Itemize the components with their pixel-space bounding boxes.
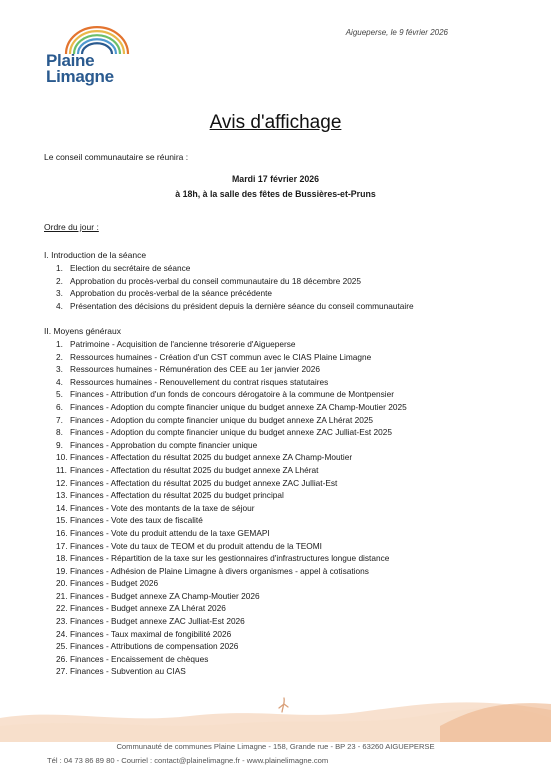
- list-item: [56, 590, 407, 603]
- list-item-text: Finances - Répartition de la taxe sur les gestionnaires d'infrastructures longue distance: [70, 553, 390, 564]
- list-item-number: 1.: [56, 339, 63, 349]
- list-item-text: Patrimoine - Acquisition de l'ancienne trésorerie d'Aigueperse: [70, 339, 296, 349]
- list-item-text: Finances - Attributions de compensation 2026: [70, 641, 239, 652]
- plaine-limagne-logo: [44, 26, 130, 106]
- list-item: [56, 388, 407, 401]
- section-1-list: [56, 262, 414, 312]
- list-item: [56, 514, 407, 527]
- page-title: Avis d'affichage: [209, 112, 342, 133]
- list-item: [56, 527, 407, 540]
- list-item: [56, 300, 414, 313]
- list-item: [56, 414, 407, 427]
- list-item-number: 3.: [56, 364, 63, 375]
- list-item: [56, 262, 414, 275]
- logo-text: [46, 53, 114, 85]
- document-date: Aigueperse, le 9 février 2026: [345, 28, 448, 37]
- list-item-number: 13.: [56, 490, 68, 501]
- footer-address: Communauté de communes Plaine Limagne - 158, Grande rue - BP 23 - 63260 AIGUEPERSE: [116, 742, 435, 751]
- list-item-text: Finances - Budget annexe ZAC Julliat-Est 2026: [70, 616, 245, 627]
- list-item-text: Finances - Adoption du compte financier unique du budget annexe ZA Lhérat 2025: [70, 414, 374, 425]
- list-item-text: Finances - Attribution d'un fonds de concours dérogatoire à la commune de Montpensier: [70, 389, 394, 400]
- list-item: [56, 502, 407, 515]
- list-item-number: 10.: [56, 452, 68, 463]
- list-item-text: Finances - Affectation du résultat 2025 du budget annexe ZA Champ-Moutier: [70, 452, 353, 463]
- list-item: [56, 602, 407, 615]
- list-item-text: Finances - Budget annexe ZA Champ-Moutier 2026: [70, 590, 260, 601]
- footer-contact: Tél : 04 73 86 89 80 - Courriel : contact@plainelimagne.fr - www.plainelimagne.com: [47, 756, 329, 765]
- list-item-number: 11.: [56, 464, 67, 475]
- list-item-text: Finances - Vote du produit attendu de la taxe GEMAPI: [70, 527, 270, 538]
- list-item-number: 21.: [56, 590, 68, 601]
- list-item-text: Finances - Budget annexe ZA Lhérat 2026: [70, 603, 226, 614]
- list-item-text: Finances - Vote des taux de fiscalité: [70, 515, 203, 526]
- list-item-number: 16.: [56, 527, 68, 538]
- meeting-place: à 18h, à la salle des fêtes de Bussières-et-Pruns: [175, 189, 376, 199]
- section-2-title: II. Moyens généraux: [44, 326, 122, 336]
- list-item-text: Finances - Adoption du compte financier unique du budget annexe ZA Champ-Moutier 2025: [70, 401, 407, 412]
- list-item: [56, 426, 407, 439]
- list-item-number: 14.: [56, 502, 68, 513]
- footer-waves-decoration: [0, 690, 551, 742]
- list-item-number: 22.: [56, 603, 68, 614]
- list-item: [56, 615, 407, 628]
- list-item-number: 25.: [56, 641, 68, 652]
- list-item-text: Finances - Vote des montants de la taxe de séjour: [70, 502, 255, 513]
- list-item: [56, 565, 407, 578]
- meeting-date: Mardi 17 février 2026: [231, 174, 320, 184]
- list-item: [56, 552, 407, 565]
- list-item-text: Approbation du procès-verbal de la séance précédente: [70, 288, 273, 299]
- list-item-number: 18.: [56, 553, 68, 564]
- list-item-text: Finances - Adoption du compte financier unique du budget annexe ZAC Julliat-Est 2025: [70, 427, 392, 438]
- list-item-number: 17.: [56, 540, 68, 551]
- list-item-number: 5.: [56, 389, 63, 400]
- list-item-number: 24.: [56, 628, 68, 639]
- list-item-number: 4.: [56, 300, 63, 311]
- list-item: [56, 464, 407, 477]
- list-item: [56, 275, 414, 288]
- list-item: [56, 338, 407, 351]
- list-item-number: 7.: [56, 414, 63, 425]
- list-item-text: Finances - Encaissement de chèques: [70, 653, 209, 664]
- list-item-number: 1.: [56, 263, 63, 273]
- list-item-text: Finances - Affectation du résultat 2025 du budget annexe ZA Lhérat: [70, 464, 319, 475]
- list-item-text: Finances - Approbation du compte financier unique: [70, 439, 258, 450]
- list-item-number: 15.: [56, 515, 68, 526]
- section-2-list: [56, 338, 407, 678]
- list-item: [56, 640, 407, 653]
- list-item-number: 23.: [56, 616, 68, 627]
- list-item-number: 9.: [56, 439, 63, 450]
- logo-line2: Limagne: [46, 67, 114, 86]
- list-item-number: 27.: [56, 666, 68, 677]
- list-item: [56, 653, 407, 666]
- list-item-number: 2.: [56, 275, 63, 286]
- list-item-text: Finances - Vote du taux de TEOM et du produit attendu de la TEOMI: [70, 540, 322, 551]
- list-item: [56, 489, 407, 502]
- list-item-number: 20.: [56, 578, 68, 589]
- list-item-text: Finances - Adhésion de Plaine Limagne à divers organismes - appel à cotisations: [70, 565, 369, 576]
- list-item-number: 26.: [56, 653, 68, 664]
- list-item-text: Présentation des décisions du président depuis la dernière séance du conseil communautaire: [70, 300, 414, 311]
- list-item-text: Ressources humaines - Renouvellement du contrat risques statutaires: [70, 376, 329, 387]
- list-item: [56, 477, 407, 490]
- list-item-text: Approbation du procès-verbal du conseil communautaire du 18 décembre 2025: [70, 275, 362, 286]
- list-item: [56, 439, 407, 452]
- list-item: [56, 287, 414, 300]
- bird-icon: [279, 698, 288, 712]
- intro-text: Le conseil communautaire se réunira :: [44, 152, 189, 162]
- list-item-text: Finances - Affectation du résultat 2025 du budget principal: [70, 490, 284, 501]
- list-item: [56, 628, 407, 641]
- list-item-text: Ressources humaines - Création d'un CST commun avec le CIAS Plaine Limagne: [70, 351, 372, 362]
- list-item-text: Finances - Taux maximal de fongibilité 2026: [70, 628, 232, 639]
- logo-line1: Plaine: [46, 51, 95, 70]
- list-item-text: Finances - Subvention au CIAS: [70, 666, 186, 677]
- list-item: [56, 401, 407, 414]
- list-item-number: 12.: [56, 477, 68, 488]
- list-item-number: 2.: [56, 351, 63, 362]
- section-1-title: I. Introduction de la séance: [44, 250, 147, 260]
- list-item-number: 4.: [56, 376, 63, 387]
- list-item: [56, 363, 407, 376]
- list-item-text: Finances - Budget 2026: [70, 578, 159, 589]
- agenda-label: Ordre du jour :: [44, 222, 99, 232]
- list-item-text: Election du secrétaire de séance: [70, 263, 191, 273]
- list-item: [56, 351, 407, 364]
- list-item-number: 6.: [56, 401, 63, 412]
- list-item: [56, 376, 407, 389]
- list-item: [56, 665, 407, 678]
- list-item: [56, 577, 407, 590]
- list-item-text: Finances - Affectation du résultat 2025 du budget annexe ZAC Julliat-Est: [70, 477, 338, 488]
- list-item-number: 3.: [56, 288, 63, 299]
- list-item: [56, 451, 407, 464]
- list-item-number: 19.: [56, 565, 68, 576]
- list-item: [56, 540, 407, 553]
- list-item-text: Ressources humaines - Rémunération des CEE au 1er janvier 2026: [70, 364, 320, 375]
- meeting-info: [0, 172, 551, 202]
- list-item-number: 8.: [56, 427, 63, 438]
